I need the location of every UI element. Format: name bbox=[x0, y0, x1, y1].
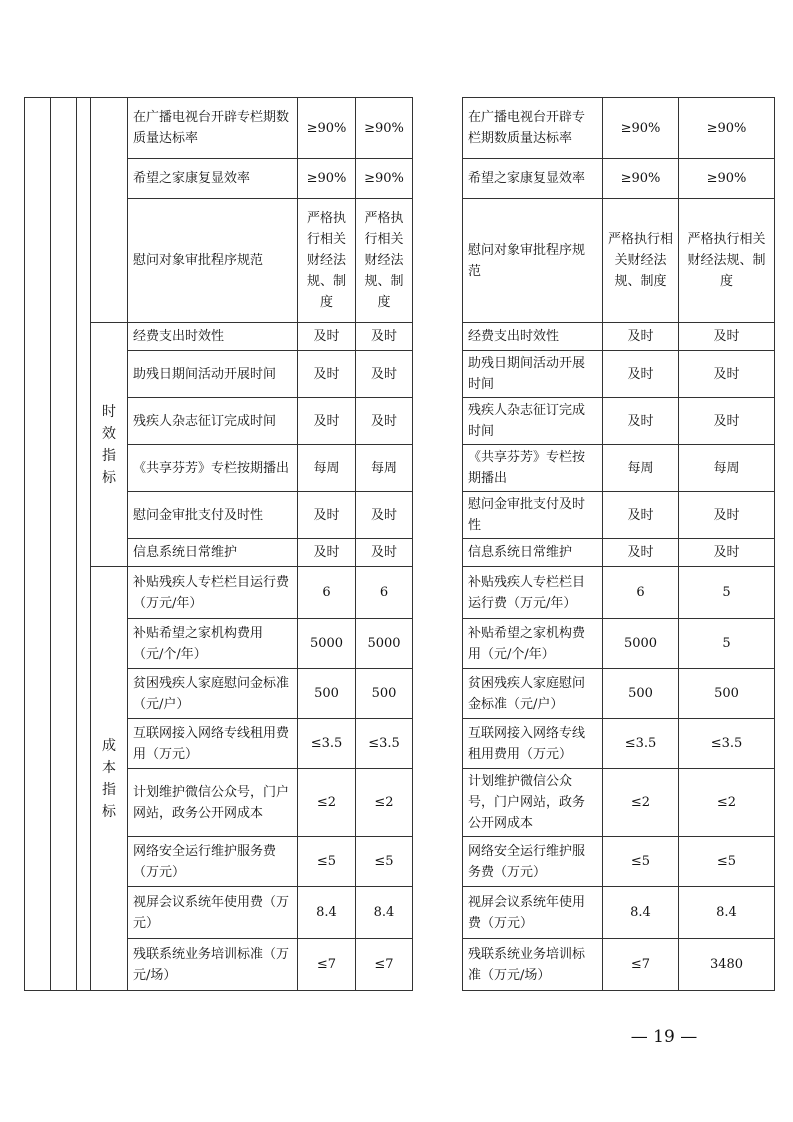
target-value-cell: 3480 bbox=[679, 939, 775, 991]
table-row bbox=[25, 199, 775, 323]
target-value-cell: 严格执行相关财经法规、制度 bbox=[603, 199, 679, 323]
indicator-name-cell: 助残日期间活动开展时间 bbox=[463, 351, 603, 398]
target-value-cell: 8.4 bbox=[298, 887, 356, 939]
indicator-name-cell: 慰问对象审批程序规范 bbox=[463, 199, 603, 323]
performance-indicator-table bbox=[24, 97, 775, 991]
table-row bbox=[25, 939, 775, 991]
target-value-cell: ≥90% bbox=[603, 98, 679, 159]
target-value-cell: ≤5 bbox=[603, 837, 679, 887]
indicator-name-cell: 计划维护微信公众号，门户网站，政务公开网成本 bbox=[128, 769, 298, 837]
target-value-cell: 及时 bbox=[603, 398, 679, 445]
cost-category-label: 成本指标 bbox=[102, 737, 116, 820]
table-row bbox=[25, 887, 775, 939]
target-value-cell: 每周 bbox=[356, 445, 413, 492]
target-value-cell: 500 bbox=[603, 669, 679, 719]
table-row bbox=[25, 669, 775, 719]
target-value-cell: ≥90% bbox=[356, 159, 413, 199]
table-row bbox=[25, 769, 775, 837]
table-row bbox=[25, 539, 775, 567]
target-value-cell: ≤7 bbox=[356, 939, 413, 991]
target-value-cell: 每周 bbox=[679, 445, 775, 492]
target-value-cell: 及时 bbox=[298, 351, 356, 398]
target-value-cell: ≤2 bbox=[298, 769, 356, 837]
target-value-cell: 及时 bbox=[603, 351, 679, 398]
indicator-name-cell: 希望之家康复显效率 bbox=[128, 159, 298, 199]
indicator-name-cell: 残联系统业务培训标准（万元/场） bbox=[128, 939, 298, 991]
timeliness-category-label: 时效指标 bbox=[102, 403, 116, 486]
target-value-cell: 5 bbox=[679, 567, 775, 619]
target-value-cell: ≤3.5 bbox=[679, 719, 775, 769]
table-row bbox=[25, 398, 775, 445]
target-value-cell: ≤5 bbox=[298, 837, 356, 887]
table-row bbox=[25, 445, 775, 492]
indicator-name-cell: 在广播电视台开辟专栏期数质量达标率 bbox=[463, 98, 603, 159]
target-value-cell: ≤2 bbox=[679, 769, 775, 837]
target-value-cell: ≥90% bbox=[298, 98, 356, 159]
target-value-cell: 每周 bbox=[603, 445, 679, 492]
target-value-cell: 6 bbox=[356, 567, 413, 619]
target-value-cell: 及时 bbox=[679, 398, 775, 445]
indicator-name-cell: 《共享芬芳》专栏按期播出 bbox=[463, 445, 603, 492]
target-value-cell: 5000 bbox=[356, 619, 413, 669]
target-value-cell: 5000 bbox=[298, 619, 356, 669]
target-value-cell: 5000 bbox=[603, 619, 679, 669]
target-value-cell: 及时 bbox=[679, 539, 775, 567]
indicator-name-cell: 希望之家康复显效率 bbox=[463, 159, 603, 199]
table-row bbox=[25, 492, 775, 539]
table-body bbox=[25, 98, 775, 991]
target-value-cell: 及时 bbox=[603, 492, 679, 539]
target-value-cell: 500 bbox=[356, 669, 413, 719]
blank-column-cell bbox=[51, 98, 77, 991]
target-value-cell: ≥90% bbox=[679, 159, 775, 199]
target-value-cell: 6 bbox=[298, 567, 356, 619]
target-value-cell: ≥90% bbox=[298, 159, 356, 199]
target-value-cell: 及时 bbox=[298, 492, 356, 539]
table-row bbox=[25, 837, 775, 887]
table-row bbox=[25, 719, 775, 769]
table-gap-column bbox=[413, 98, 463, 991]
indicator-name-cell: 在广播电视台开辟专栏期数质量达标率 bbox=[128, 98, 298, 159]
indicator-name-cell: 经费支出时效性 bbox=[128, 323, 298, 351]
target-value-cell: ≥90% bbox=[356, 98, 413, 159]
indicator-name-cell: 补贴残疾人专栏栏目运行费（万元/年） bbox=[463, 567, 603, 619]
indicator-name-cell: 贫困残疾人家庭慰问金标准（元/户） bbox=[463, 669, 603, 719]
target-value-cell: ≤2 bbox=[356, 769, 413, 837]
indicator-name-cell: 视屏会议系统年使用费（万元） bbox=[128, 887, 298, 939]
target-value-cell: 及时 bbox=[356, 492, 413, 539]
target-value-cell: 及时 bbox=[298, 323, 356, 351]
indicator-name-cell: 互联网接入网络专线租用费用（万元） bbox=[128, 719, 298, 769]
indicator-category-cell bbox=[91, 98, 128, 323]
target-value-cell: ≤5 bbox=[679, 837, 775, 887]
indicator-name-cell: 信息系统日常维护 bbox=[128, 539, 298, 567]
indicator-name-cell: 网络安全运行维护服务费（万元） bbox=[463, 837, 603, 887]
target-value-cell: 严格执行相关财经法规、制度 bbox=[356, 199, 413, 323]
indicator-name-cell: 慰问金审批支付及时性 bbox=[463, 492, 603, 539]
target-value-cell: 严格执行相关财经法规、制度 bbox=[298, 199, 356, 323]
indicator-name-cell: 残疾人杂志征订完成时间 bbox=[463, 398, 603, 445]
target-value-cell: ≤3.5 bbox=[603, 719, 679, 769]
table-row bbox=[25, 567, 775, 619]
target-value-cell: 8.4 bbox=[356, 887, 413, 939]
target-value-cell: 8.4 bbox=[679, 887, 775, 939]
table-row bbox=[25, 323, 775, 351]
indicator-name-cell: 互联网接入网络专线租用费用（万元） bbox=[463, 719, 603, 769]
target-value-cell: ≤2 bbox=[603, 769, 679, 837]
table-row bbox=[25, 98, 775, 159]
target-value-cell: ≤5 bbox=[356, 837, 413, 887]
target-value-cell: ≤3.5 bbox=[356, 719, 413, 769]
target-value-cell: 5 bbox=[679, 619, 775, 669]
target-value-cell: 及时 bbox=[356, 398, 413, 445]
target-value-cell: 及时 bbox=[603, 323, 679, 351]
indicator-name-cell: 计划维护微信公众号，门户网站，政务公开网成本 bbox=[463, 769, 603, 837]
target-value-cell: 每周 bbox=[298, 445, 356, 492]
indicator-name-cell: 《共享芬芳》专栏按期播出 bbox=[128, 445, 298, 492]
indicator-category-cell bbox=[91, 567, 128, 991]
target-value-cell: 及时 bbox=[679, 323, 775, 351]
target-value-cell: ≤3.5 bbox=[298, 719, 356, 769]
indicator-name-cell: 残疾人杂志征订完成时间 bbox=[128, 398, 298, 445]
target-value-cell: 及时 bbox=[603, 539, 679, 567]
target-value-cell: 500 bbox=[679, 669, 775, 719]
target-value-cell: ≥90% bbox=[603, 159, 679, 199]
target-value-cell: 及时 bbox=[298, 398, 356, 445]
table-row bbox=[25, 159, 775, 199]
target-value-cell: 8.4 bbox=[603, 887, 679, 939]
table-row bbox=[25, 619, 775, 669]
target-value-cell: ≤7 bbox=[298, 939, 356, 991]
page-number: — 19 — bbox=[630, 1027, 698, 1047]
target-value-cell: 500 bbox=[298, 669, 356, 719]
indicator-name-cell: 补贴残疾人专栏栏目运行费（万元/年） bbox=[128, 567, 298, 619]
indicator-name-cell: 补贴希望之家机构费用（元/个/年） bbox=[128, 619, 298, 669]
target-value-cell: 及时 bbox=[298, 539, 356, 567]
target-value-cell: 严格执行相关财经法规、制度 bbox=[679, 199, 775, 323]
indicator-name-cell: 信息系统日常维护 bbox=[463, 539, 603, 567]
indicator-name-cell: 网络安全运行维护服务费（万元） bbox=[128, 837, 298, 887]
target-value-cell: 及时 bbox=[356, 323, 413, 351]
blank-column-cell bbox=[25, 98, 51, 991]
indicator-name-cell: 助残日期间活动开展时间 bbox=[128, 351, 298, 398]
target-value-cell: ≥90% bbox=[679, 98, 775, 159]
performance-indicator-table-sheet bbox=[24, 97, 774, 981]
indicator-name-cell: 经费支出时效性 bbox=[463, 323, 603, 351]
table-row bbox=[25, 351, 775, 398]
target-value-cell: 及时 bbox=[356, 351, 413, 398]
indicator-name-cell: 慰问对象审批程序规范 bbox=[128, 199, 298, 323]
indicator-category-cell bbox=[91, 323, 128, 567]
target-value-cell: ≤7 bbox=[603, 939, 679, 991]
blank-column-cell bbox=[77, 98, 91, 991]
indicator-name-cell: 慰问金审批支付及时性 bbox=[128, 492, 298, 539]
target-value-cell: 6 bbox=[603, 567, 679, 619]
indicator-name-cell: 贫困残疾人家庭慰问金标准（元/户） bbox=[128, 669, 298, 719]
target-value-cell: 及时 bbox=[679, 492, 775, 539]
target-value-cell: 及时 bbox=[679, 351, 775, 398]
indicator-name-cell: 视屏会议系统年使用费（万元） bbox=[463, 887, 603, 939]
indicator-name-cell: 残联系统业务培训标准（万元/场） bbox=[463, 939, 603, 991]
indicator-name-cell: 补贴希望之家机构费用（元/个/年） bbox=[463, 619, 603, 669]
target-value-cell: 及时 bbox=[356, 539, 413, 567]
